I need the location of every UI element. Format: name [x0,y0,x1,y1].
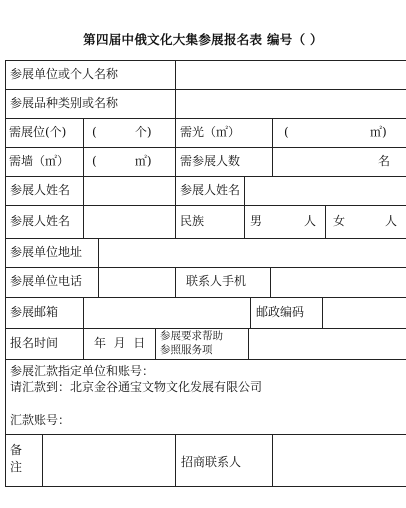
phone-field[interactable] [99,268,174,297]
bare-space-unit: ㎡) [370,125,387,139]
male-count-unit: 人 [304,214,317,228]
wall-area-label: 需墙（㎡） [9,154,70,168]
remittance-payee: 请汇款到：北京金谷通宝文物文化发展有限公司 [10,380,263,394]
ethnicity-label: 民族 [180,214,205,228]
postal-code-field[interactable] [323,298,405,328]
email-label: 参展邮箱 [10,305,59,319]
registration-time-label: 报名时间 [10,336,59,350]
female-count-unit: 人 [385,214,398,228]
bare-space-label: 需光（㎡） [180,125,241,139]
remarks-field[interactable] [43,435,174,486]
bare-space-open: ( [284,125,289,139]
booth-count-value[interactable]: ( 个) [92,125,152,139]
service-help-field[interactable] [249,329,405,359]
contact-person-label: 招商联系人 [181,455,242,469]
exhibit-category-field[interactable] [176,90,405,118]
registration-date-value[interactable]: 年 月 日 [94,336,146,350]
address-field[interactable] [99,239,405,267]
remarks-label-line1: 备 [10,443,23,457]
service-help-label-line1: 参展要求帮助 [160,330,223,342]
attendee-name-label-2: 参展人姓名 [180,183,241,197]
booth-count-label: 需展位(个) [9,125,67,139]
remarks-label-line2: 注 [10,460,23,474]
service-help-label-line2: 参照服务项 [160,344,213,356]
exhibitor-name-label: 参展单位或个人名称 [10,67,119,81]
attendee-name-label-1: 参展人姓名 [10,183,71,197]
remittance-account-label: 汇款账号： [10,413,71,427]
exhibitor-name-field-2[interactable] [245,177,405,205]
mobile-field[interactable] [271,268,405,297]
exhibitor-name-field-3[interactable] [84,206,174,238]
exhibit-category-label: 参展品种类别或名称 [10,96,119,110]
postal-code-label: 邮政编码 [256,305,305,319]
remittance-heading: 参展汇款指定单位和账号： [10,364,155,378]
address-label: 参展单位地址 [10,245,83,259]
form-title: 第四届中俄文化大集参展报名表 编号（ ） [83,32,323,47]
mobile-label: 联系人手机 [186,274,247,288]
contact-person-field[interactable] [273,435,405,486]
phone-label: 参展单位电话 [10,274,83,288]
attendee-count-unit: 名 [378,154,391,168]
female-label: 女 [333,214,346,228]
attendee-count-label: 需参展人数 [180,154,241,168]
male-label: 男 [250,214,263,228]
attendee-name-label-3: 参展人姓名 [10,214,71,228]
wall-area-value[interactable]: ( ㎡) [92,154,152,168]
exhibitor-name-field-1[interactable] [84,177,174,205]
exhibitor-name-field[interactable] [176,61,405,89]
email-field[interactable] [84,298,249,328]
